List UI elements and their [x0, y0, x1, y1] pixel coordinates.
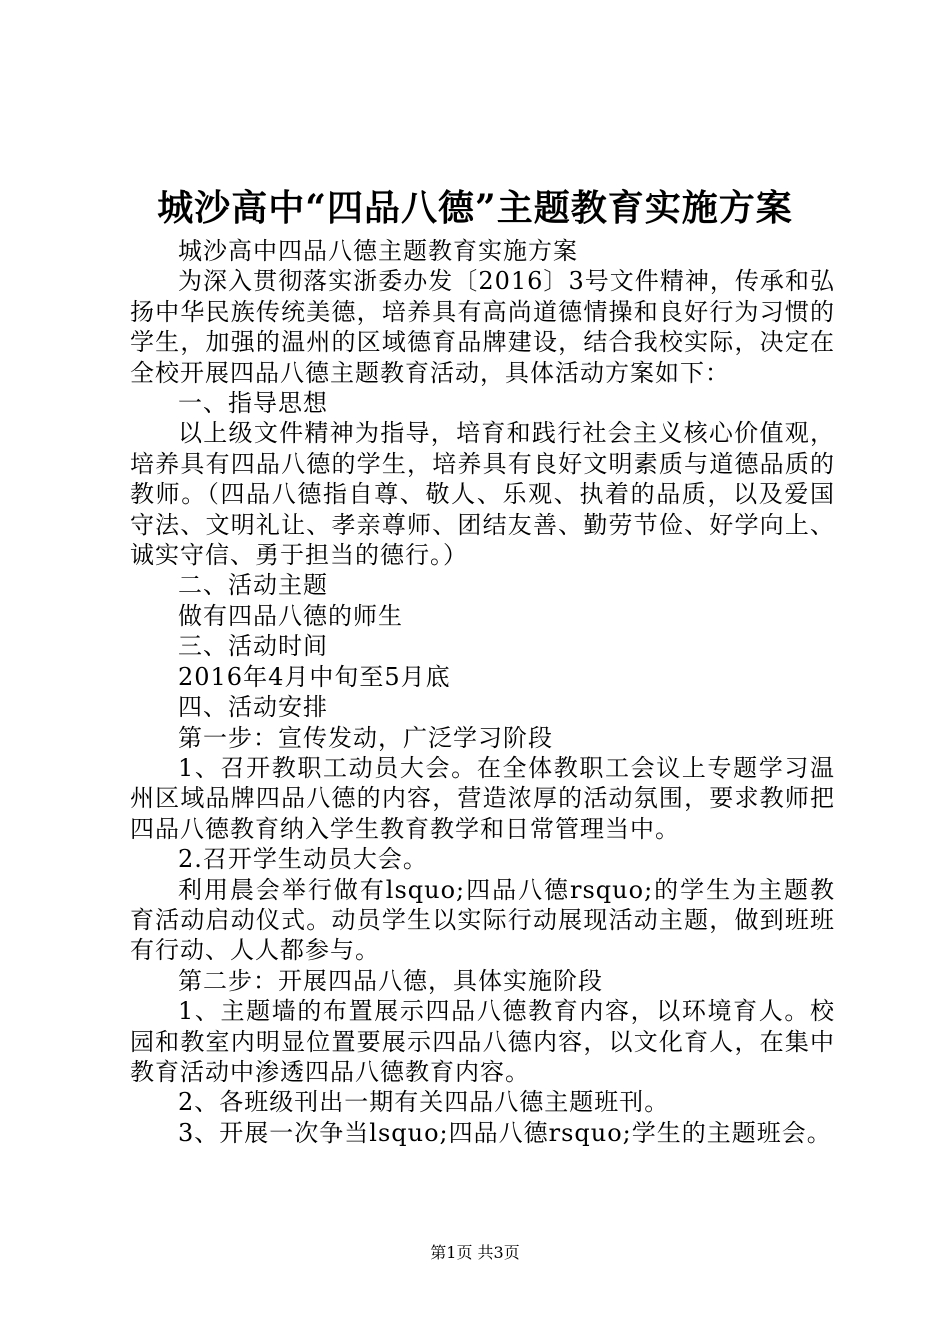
paragraph-step-two-item-2: 2、各班级刊出一期有关四品八德主题班刊。: [178, 1088, 670, 1117]
paragraph-step-two-item-1: 1、主题墙的布置展示四品八德教育内容，以环境育人。校园和教室内明显位置要展示四品八德内容，以文化育人，在集中教育活动中渗透四品八德教育内容。: [130, 997, 835, 1086]
heading-step-one: 第一步：宣传发动，广泛学习阶段: [178, 723, 553, 752]
heading-activity-time: 三、活动时间: [178, 632, 328, 661]
heading-activity-arrangement: 四、活动安排: [178, 693, 328, 722]
paragraph-guiding-thought: 以上级文件精神为指导，培育和践行社会主义核心价值观，培养具有四品八德的学生，培养具有良好文明素质与道德品质的教师。（四品八德指自尊、敬人、乐观、执着的品质，以及爱国守法、文明礼让、孝亲尊师、团结友善、勤劳节俭、好学向上、诚实守信、勇于担当的德行。）: [130, 419, 835, 570]
page-footer: 第1页 共3页: [430, 1243, 520, 1262]
document-title: 城沙高中“四品八德”主题教育实施方案: [157, 187, 793, 229]
paragraph-intro: 为深入贯彻落实浙委办发〔2016〕3号文件精神，传承和弘扬中华民族传统美德，培养具有高尚道德情操和良好行为习惯的学生，加强的温州的区域德育品牌建设，结合我校实际，决定在全校开展四品八德主题教育活动，具体活动方案如下：: [130, 267, 835, 387]
paragraph-subtitle: 城沙高中四品八德主题教育实施方案: [178, 237, 578, 265]
document-body: [130, 236, 835, 1148]
paragraph-activity-theme: 做有四品八德的师生: [178, 601, 403, 630]
paragraph-step-two-item-3: 3、开展一次争当lsquo;四品八德rsquo;学生的主题班会。: [178, 1118, 832, 1147]
paragraph-activity-time: 2016年4月中旬至5月底: [178, 662, 451, 691]
heading-step-two: 第二步：开展四品八德，具体实施阶段: [178, 966, 603, 995]
paragraph-step-one-item-1: 1、召开教职工动员大会。在全体教职工会议上专题学习温州区域品牌四品八德的内容，营造浓厚的活动氛围，要求教师把四品八德教育纳入学生教育教学和日常管理当中。: [130, 753, 835, 843]
heading-guiding-thought: 一、指导思想: [178, 389, 328, 418]
paragraph-step-one-item-2-detail: 利用晨会举行做有lsquo;四品八德rsquo;的学生为主题教育活动启动仪式。动员学生以实际行动展现活动主题，做到班班有行动、人人都参与。: [130, 875, 835, 965]
paragraph-step-one-item-2: 2.召开学生动员大会。: [178, 845, 428, 874]
heading-activity-theme: 二、活动主题: [178, 571, 328, 600]
